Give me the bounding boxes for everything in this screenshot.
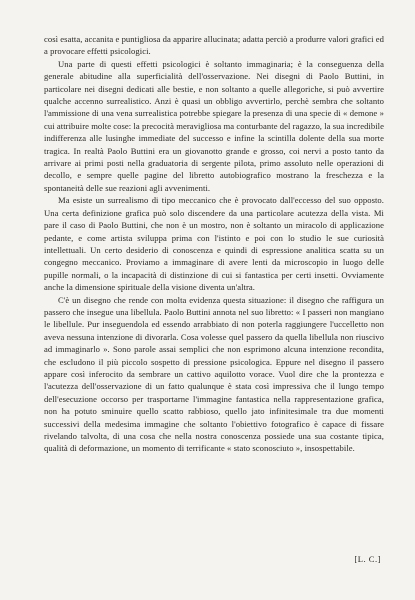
paragraph-1: così esatta, accanita e puntigliosa da apparire allucinata; adatta perciò a produrre valori grafici ed a provocare effetti psicologici. xyxy=(44,34,384,57)
paragraph-3: Ma esiste un surrealismo di tipo meccanico che è provocato dall'eccesso del suo opposto. Una certa definizione grafica può solo discendere da una particolare acutezza della vista. Mi pare il caso di Paolo Buttini, che non è un mostro, non è soltanto un miracolo di applicazione pedante, e come artista sviluppa prima con l'istinto e poi con lo studio le sue curiosità intellettuali. Un certo desiderio di conoscenza e quindi di espressione analitica scatta su un congegno meccanico. Proviamo a immaginare di avere lenti da microscopio in luogo delle pupille normali, o la incapacità di distinzione di cui si fantastica per certi insetti. Ovviamente anche la dimensione spirituale della visione diventa un'altra. xyxy=(44,195,384,293)
author-initials: [L. C.] xyxy=(354,554,381,564)
paragraph-4: C'è un disegno che rende con molta evidenza questa situazione: il disegno che raffigura un passero che insegue una libellula. Paolo Buttini annota nel suo libretto: « I passeri non mangiano le libellule. Pur inseguendola ed essendo arrabbiato di non poterla raggiungere l'uccelletto non aveva nessuna intenzione di divorarla. Cosa volesse quel passero da quella libellula non riuscivo ad immaginarlo ». Sono parole assai semplici che non esprimono alcuna intenzione recondita, che escludono il più piccolo sospetto di pressione psicologica. Eppure nel disegno il passero appare così inferocito da sembrare un cattivo aquilotto vorace. Vuol dire che la prontezza e l'acutezza dell'osservazione di un fatto qualunque è stata così impressiva che il lungo tempo dell'esecuzione occorso per trasportarne l'immagine fantastica nella rappresentazione grafica, non ha potuto sminuire quello scatto rabbioso, quello jato infinitesimale tra due momenti successivi della medesima immagine che soltanto l'obiettivo fotografico è capace di fissare rivelando talvolta, di una cosa che nella nostra conoscenza possiede una sua costante tipica, qualità di deformazione, un momento di terrificante « stato sconosciuto », insospettabile. xyxy=(44,294,384,454)
paragraph-2: Una parte di questi effetti psicologici è soltanto immaginaria; è la conseguenza della generale abitudine alla superficialità dell'osservazione. Nei disegni di Paolo Buttini, in particolare nei disegni dedicati alle bestie, e non soltanto a quelle allegoriche, si può avvertire qualche accenno surrealistico. Anzi è quasi un obbligo avvertirlo, perchè sembra che soltanto l'ammissione di una vena surrealistica potrebbe spiegare la presenza di una specie di « demone » cui attribuire molte cose: la precocità meravigliosa ma conturbante del ragazzo, la sua incredibile indifferenza alle lusinghe immediate del successo e infine la scintilla dolente della sua morte tragica. In realtà Paolo Buttini era un giovanotto grande e grosso, coi nervi a posto tanto da arrivare ai primi posti nella graduatoria di sergente pilota, primo assoluto nelle operazioni di decollo, e sempre quelle pagine del libretto autobiografico mostrano la freschezza e la spontaneità delle sue reazioni agli avvenimenti. xyxy=(44,58,384,193)
article-body xyxy=(44,33,384,455)
